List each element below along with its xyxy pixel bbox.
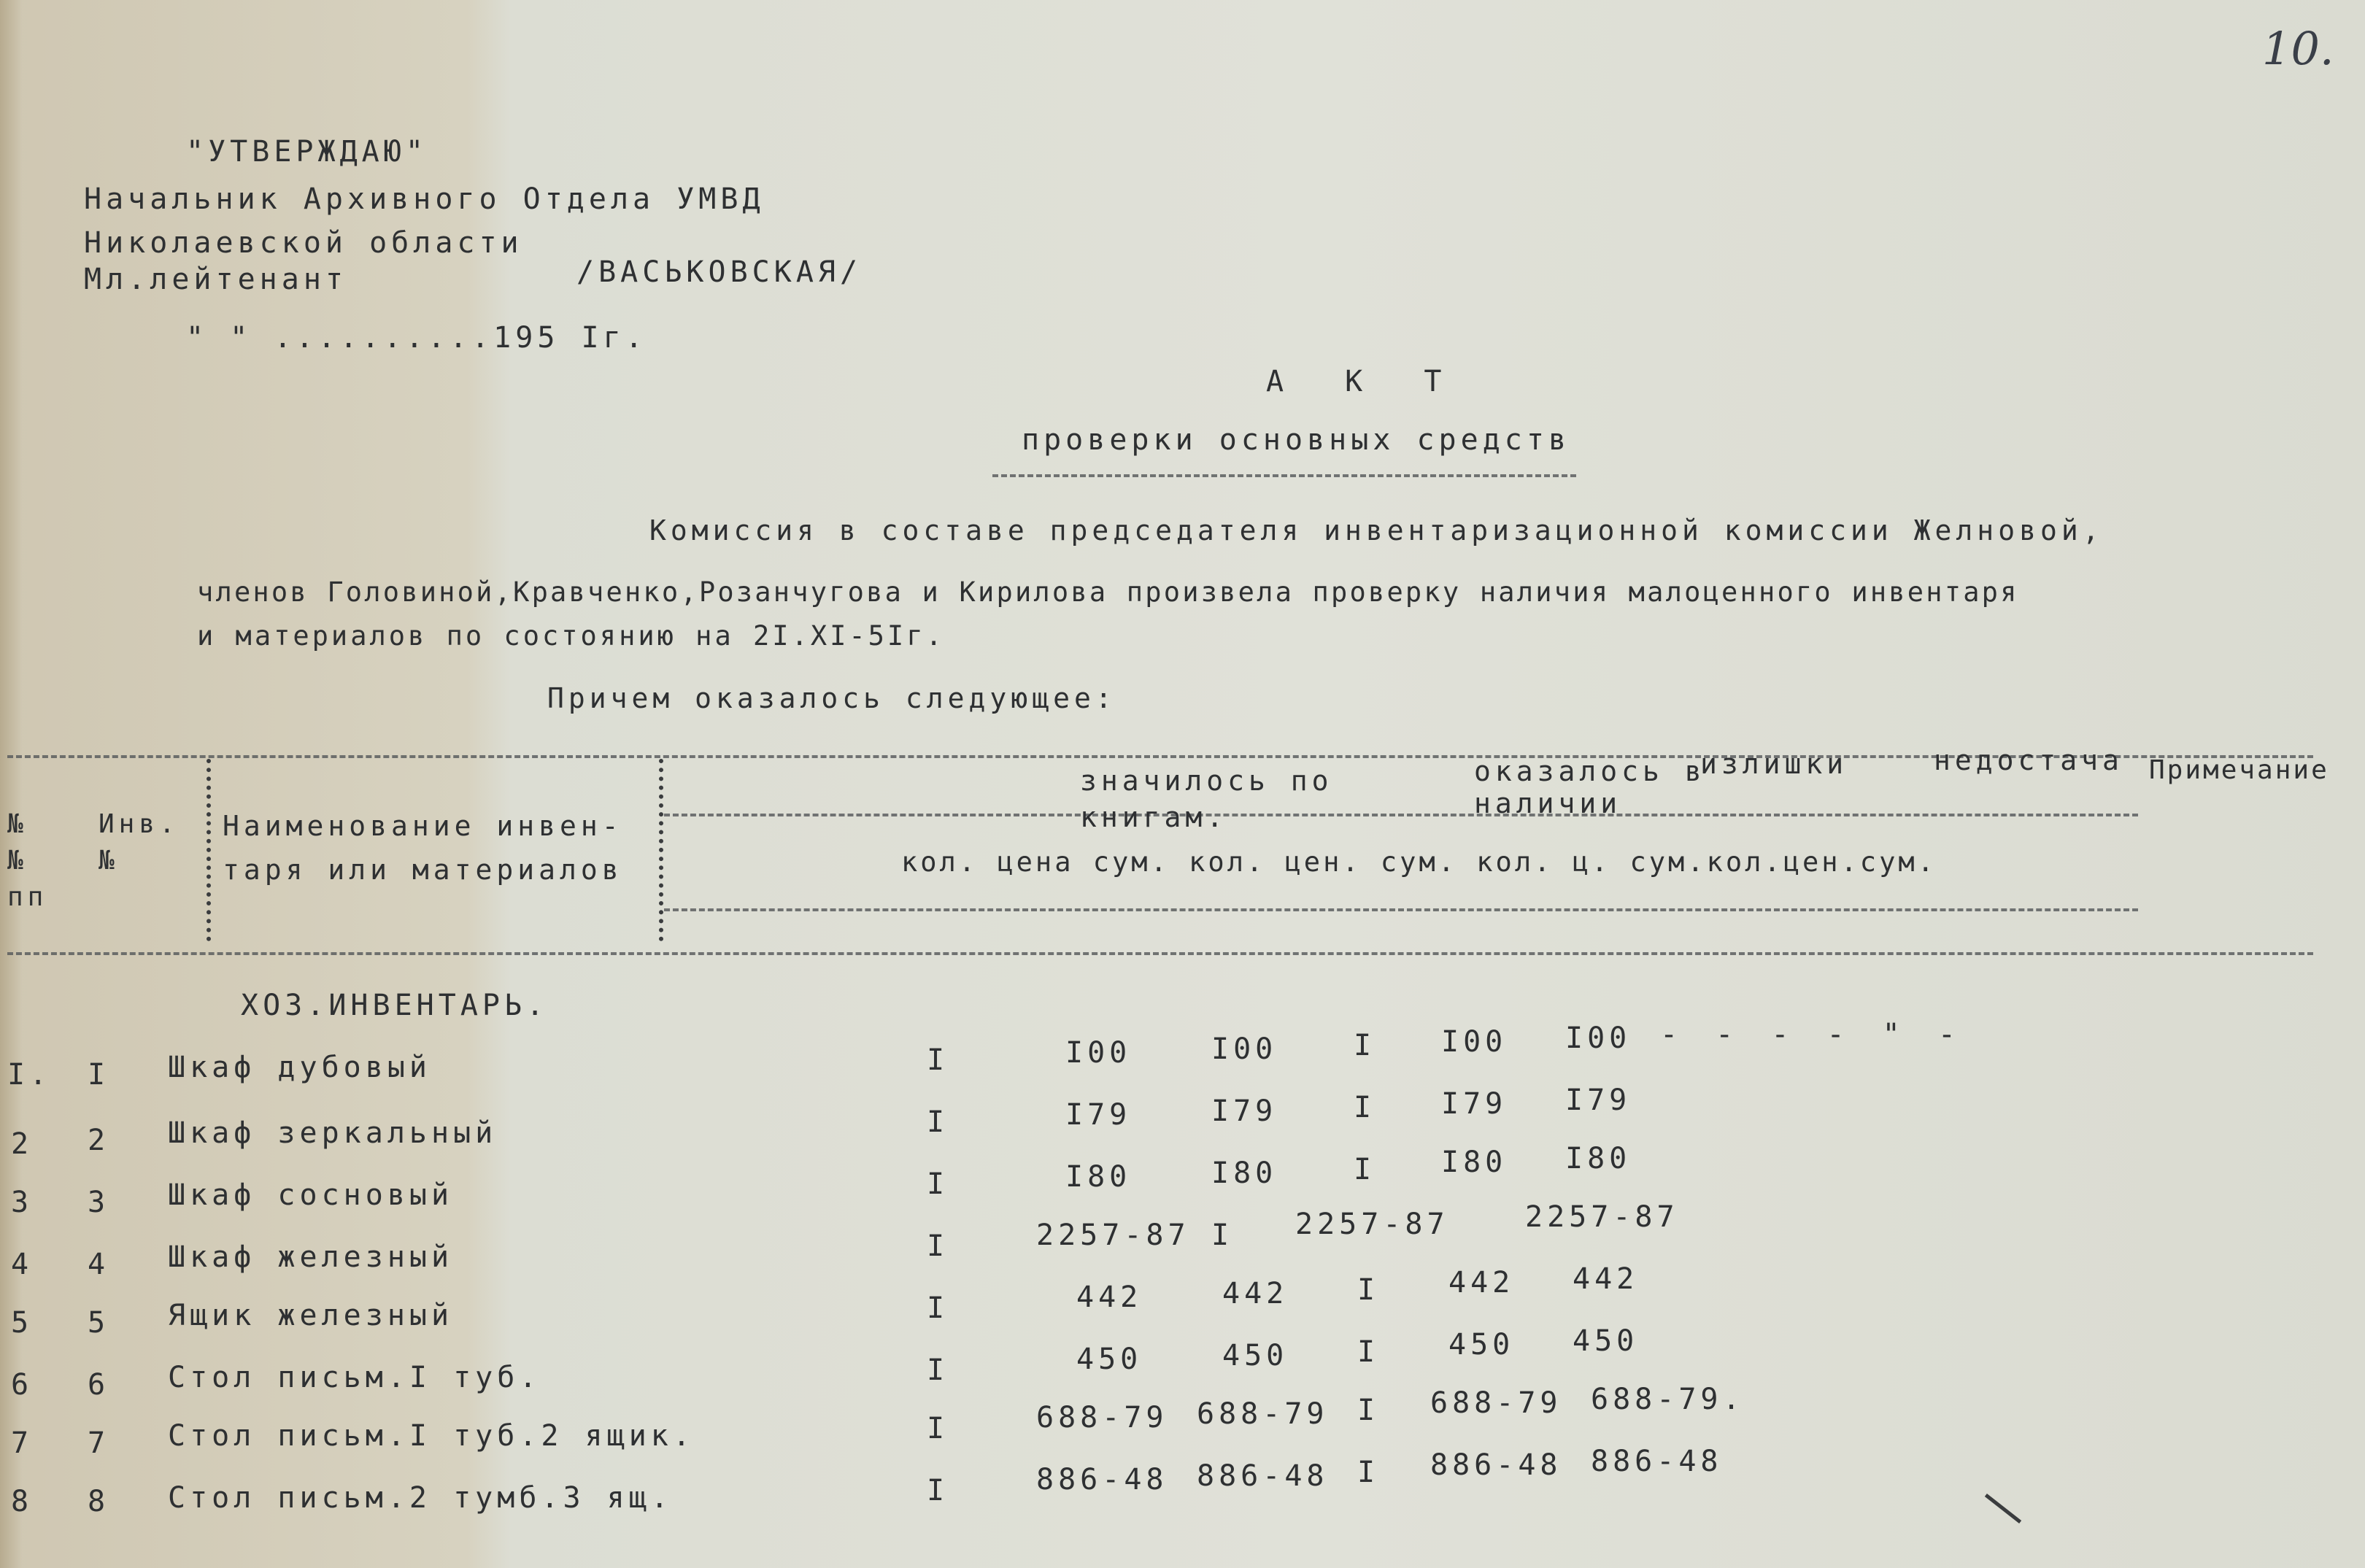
row-inv: 3 [88, 1186, 110, 1219]
row-price-present: I00 [1441, 1025, 1508, 1059]
row-sum-books: I00 [1211, 1032, 1278, 1066]
column-divider-1 [207, 759, 211, 941]
doc-title: А К Т [1266, 365, 1464, 398]
row-sum-present: I79 [1565, 1084, 1632, 1117]
header-subcolumns: кол. цена сум. кол. цен. сум. кол. ц. сум.кол.цен.сум. [901, 846, 1937, 878]
row-name: Стол письм.I туб.2 ящик. [168, 1419, 695, 1453]
row-name: Шкаф зеркальный [168, 1116, 498, 1150]
row-sum-books: 886-48 [1197, 1459, 1329, 1493]
body-line3: и материалов по состоянию на 2I.XI-5Iг. [197, 620, 945, 652]
header-name-1: Наименование инвен- [223, 810, 623, 842]
row-sum-present: I00 [1565, 1021, 1632, 1055]
table-sub-rule [664, 908, 2138, 911]
row-qty-books: I [927, 1412, 949, 1445]
row-qty-books: I [927, 1291, 949, 1325]
approval-line1: Начальник Архивного Отдела УМВД [84, 182, 765, 216]
row-qty-present: I [1357, 1335, 1380, 1369]
row-qty-books: I [927, 1353, 949, 1387]
row-qty-present: I [1354, 1153, 1376, 1186]
row-sum-present: I80 [1565, 1142, 1632, 1175]
row-inv: 8 [88, 1485, 110, 1518]
approval-date: " " ..........195 Iг. [186, 321, 647, 355]
row-name: Стол письм.I туб. [168, 1361, 541, 1394]
section-title: ХОЗ.ИНВЕНТАРЬ. [241, 989, 549, 1022]
row-sum-books: 688-79 [1197, 1397, 1329, 1431]
row-qty-books: I [927, 1167, 949, 1201]
row-rest: - - - - " - [1660, 1018, 1966, 1051]
row-name: Ящик железный [168, 1299, 454, 1332]
row-name: Шкаф железный [168, 1240, 454, 1274]
row-inv: 2 [88, 1124, 110, 1157]
row-inv: 4 [88, 1248, 110, 1281]
row-name: Шкаф сосновый [168, 1178, 454, 1212]
page-number: 10. [2262, 22, 2334, 75]
row-qty-books: I [927, 1105, 949, 1139]
row-inv: I [88, 1058, 110, 1092]
header-shortage: недостача [1934, 744, 2123, 776]
row-num: I. [7, 1058, 52, 1092]
row-sum-present: 442 [1573, 1262, 1639, 1296]
row-price-present: I79 [1441, 1087, 1508, 1121]
row-qty-present: I [1357, 1394, 1380, 1427]
doc-subtitle: проверки основных средств [1022, 423, 1571, 457]
row-price-books: 442 [1076, 1281, 1143, 1314]
row-price-books: 2257-87 [1036, 1219, 1190, 1252]
row-price-books: 450 [1076, 1343, 1143, 1376]
row-inv: 7 [88, 1426, 110, 1460]
row-sum-present: 450 [1573, 1324, 1639, 1358]
header-inv: Инв. № [99, 809, 180, 876]
body-line4: Причем оказалось следующее: [547, 682, 1116, 714]
row-price-present: 688-79 [1430, 1386, 1562, 1420]
approval-name: /ВАСЬКОВСКАЯ/ [576, 255, 863, 289]
row-sum-present: 688-79. [1591, 1383, 1745, 1416]
row-num: 5 [11, 1306, 34, 1340]
row-sum-books: I [1211, 1219, 1234, 1252]
row-num: 8 [11, 1485, 34, 1518]
table-bottom-rule [7, 952, 2313, 955]
column-divider-2 [659, 759, 663, 941]
row-qty-books: I [927, 1043, 949, 1077]
body-line2: членов Головиной,Кравченко,Розанчугова и Кирилова произвела проверку наличия малоценного инвентаря [197, 576, 2019, 608]
row-name: Шкаф дубовый [168, 1051, 431, 1084]
approval-stamp: "УТВЕРЖДАЮ" [186, 135, 428, 169]
header-num: №№ пп [7, 809, 48, 912]
row-num: 3 [11, 1186, 34, 1219]
row-qty-present: I [1357, 1273, 1380, 1307]
row-price-books: I80 [1065, 1160, 1132, 1194]
title-underline [992, 474, 1576, 477]
header-present: оказалось в наличии [1474, 755, 1706, 819]
header-surplus: излишки [1700, 748, 1848, 780]
table-mid-rule [664, 814, 2138, 816]
row-qty-books: I [927, 1229, 949, 1263]
row-inv: 6 [88, 1368, 110, 1402]
row-qty-present: 2257-87 [1295, 1208, 1449, 1241]
row-price-present: I80 [1441, 1146, 1508, 1179]
row-name: Стол письм.2 тумб.3 ящ. [168, 1481, 673, 1515]
header-note: Примечание [2149, 755, 2329, 785]
row-qty-books: I [927, 1474, 949, 1507]
row-sum-books: 442 [1222, 1277, 1289, 1310]
row-sum-present: 2257-87 [1525, 1200, 1679, 1234]
row-qty-present: I [1357, 1456, 1380, 1489]
row-sum-books: I80 [1211, 1156, 1278, 1190]
row-inv: 5 [88, 1306, 110, 1340]
row-price-books: 688-79 [1036, 1401, 1168, 1434]
row-sum-books: I79 [1211, 1094, 1278, 1128]
row-qty-present: I [1354, 1091, 1376, 1124]
row-price-books: I79 [1065, 1098, 1132, 1132]
row-price-present: 886-48 [1430, 1448, 1562, 1482]
row-num: 2 [11, 1127, 34, 1161]
row-num: 4 [11, 1248, 34, 1281]
body-line1: Комиссия в составе председателя инвентаризационной комиссии Желновой, [649, 514, 2104, 547]
header-books: значилось по книгам. [1080, 765, 1333, 833]
row-num: 6 [11, 1368, 34, 1402]
approval-rank: Мл.лейтенант [84, 263, 347, 296]
row-price-books: I00 [1065, 1036, 1132, 1070]
row-sum-books: 450 [1222, 1339, 1289, 1372]
header-name-2: таря или материалов [223, 854, 623, 886]
row-price-books: 886-48 [1036, 1463, 1168, 1496]
row-price-present: 442 [1448, 1266, 1515, 1299]
row-price-present: 450 [1448, 1328, 1515, 1362]
approval-line2: Николаевской области [84, 226, 523, 260]
row-num: 7 [11, 1426, 34, 1460]
row-sum-present: 886-48 [1591, 1445, 1723, 1478]
row-qty-present: I [1354, 1029, 1376, 1062]
